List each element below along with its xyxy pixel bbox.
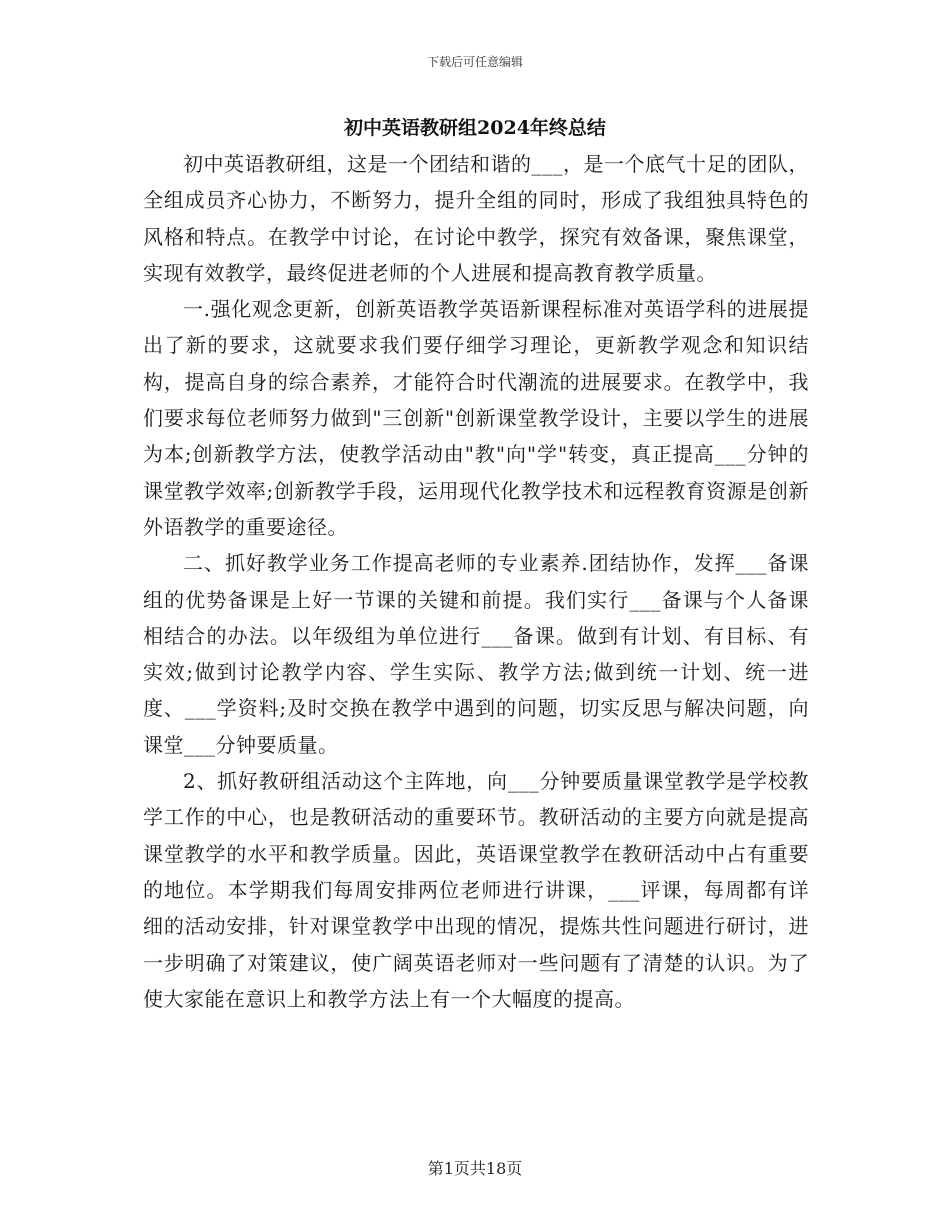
paragraph-section-1: 一.强化观念更新，创新英语教学英语新课程标准对英语学科的进展提出了新的要求，这就要求我们要仔细学习理论，更新教学观念和知识结构，提高自身的综合素养，才能符合时代潮流的进展要求。在教学中，我们要求每位老师努力做到"三创新"创新课堂教学设计，主要以学生的进展为本;创新教学方法，使教学活动由"教"向"学"转变，真正提高___分钟的课堂教学效率;创新教学手段，运用现代化教学技术和远程教育资源是创新外语教学的重要途径。 [143, 297, 809, 539]
paragraph-intro: 初中英语教研组，这是一个团结和谐的___，是一个底气十足的团队，全组成员齐心协力，不断努力，提升全组的同时，形成了我组独具特色的风格和特点。在教学中讨论，在讨论中教学，探究有效备课，聚焦课堂，实现有效教学，最终促进老师的个人进展和提高教育教学质量。 [143, 152, 809, 285]
header-note: 下载后可任意编辑 [426, 55, 523, 69]
page-number-footer: 第1页共18页 [427, 1159, 523, 1178]
document-title: 初中英语教研组2024年终总结 [344, 117, 606, 139]
paragraph-section-2: 二、抓好教学业务工作提高老师的专业素养.团结协作，发挥___备课组的优势备课是上好一节课的关键和前提。我们实行___备课与个人备课相结合的办法。以年级组为单位进行___备课。做到有计划、有目标、有实效;做到讨论教学内容、学生实际、教学方法;做到统一计划、统一进度、___学资料;及时交换在教学中遇到的问题，切实反思与解决问题，向课堂___分钟要质量。 [143, 551, 809, 757]
paragraph-section-2-item-2: 2、抓好教研组活动这个主阵地，向___分钟要质量课堂教学是学校教学工作的中心，也是教研活动的重要环节。教研活动的主要方向就是提高课堂教学的水平和教学质量。因此，英语课堂教学在教研活动中占有重要的地位。本学期我们每周安排两位老师进行讲课，___评课，每周都有详细的活动安排，针对课堂教学中出现的情况，提炼共性问题进行研讨，进一步明确了对策建议，使广阔英语老师对一些问题有了清楚的认识。为了使大家能在意识上和教学方法上有一个大幅度的提高。 [143, 769, 809, 1011]
document-body [143, 146, 809, 1017]
